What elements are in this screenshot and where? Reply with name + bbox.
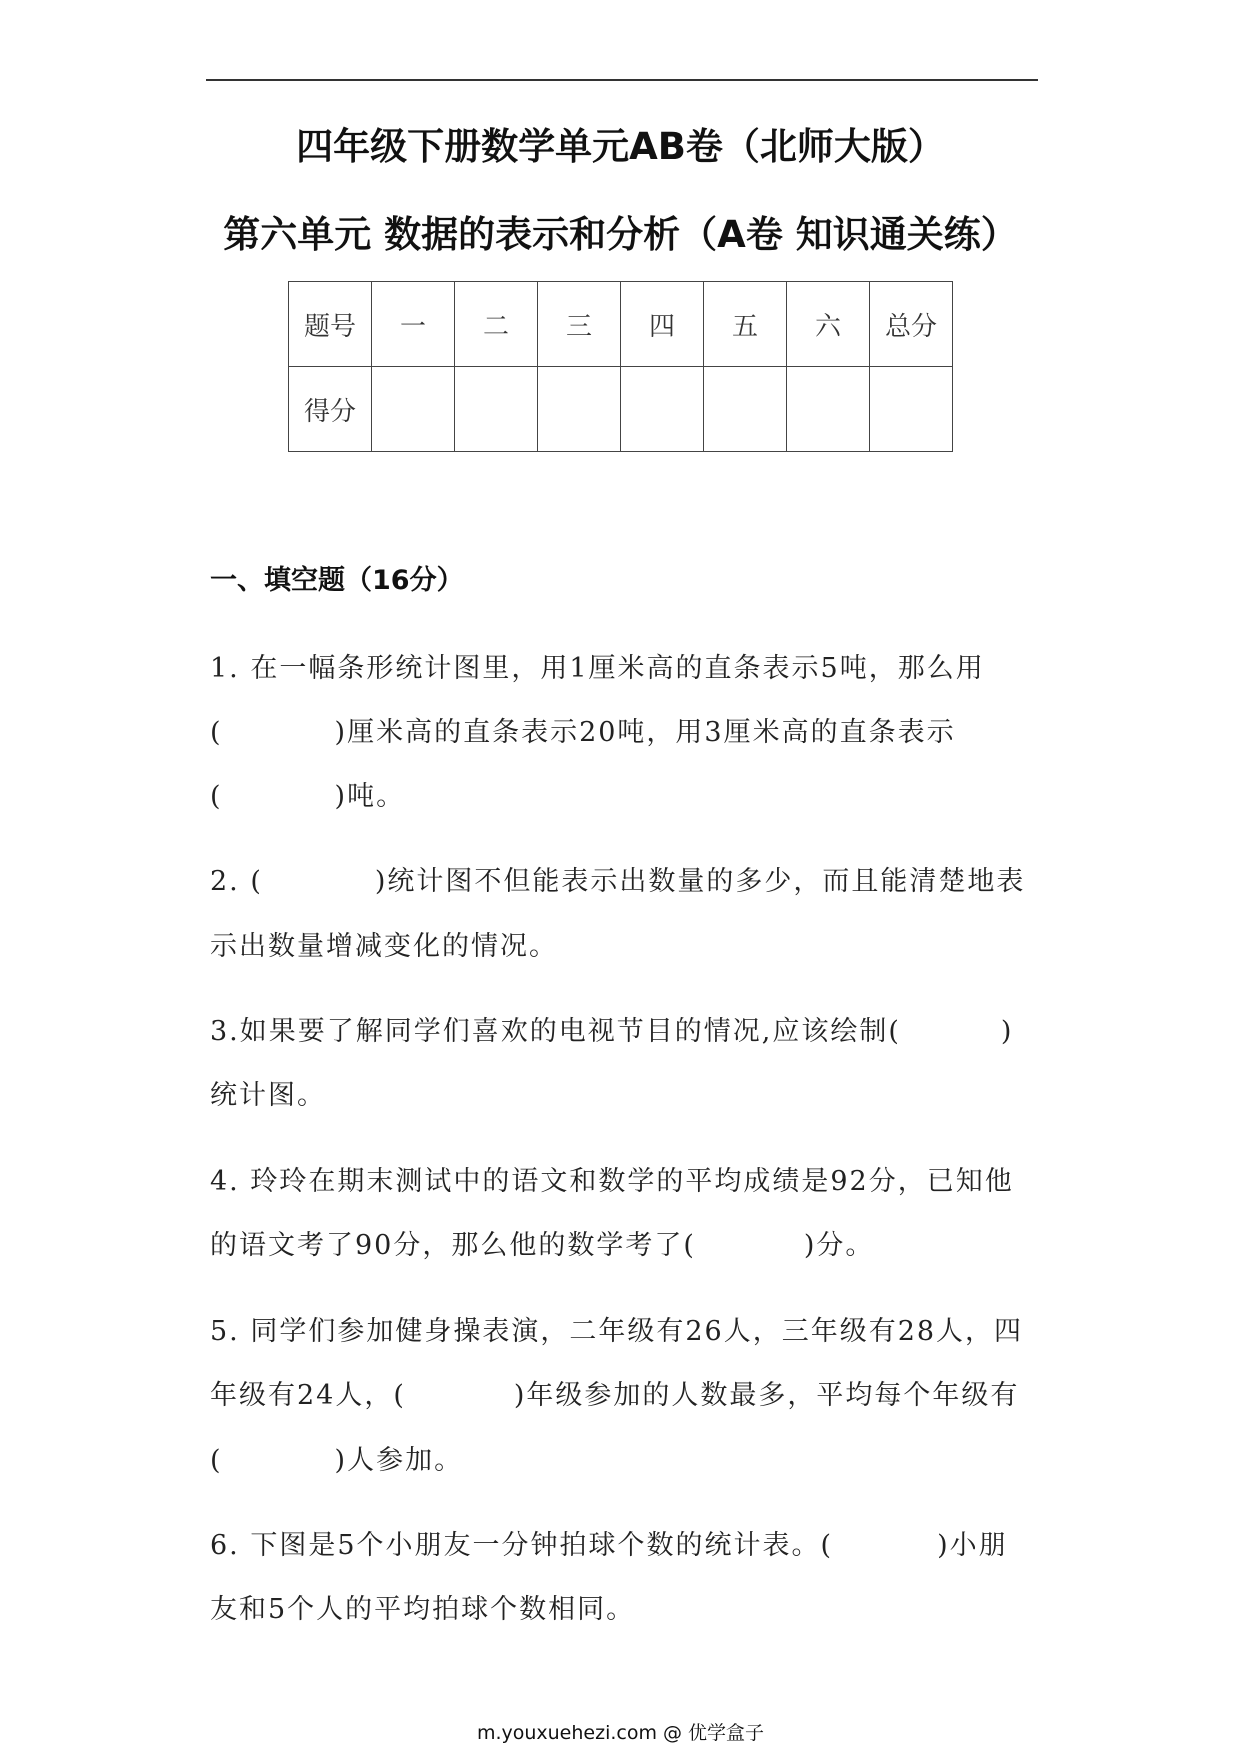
- score-table-score-label: 得分: [289, 367, 372, 452]
- score-cell: [870, 367, 953, 452]
- question-1-line-2: [210, 710, 956, 749]
- footer-watermark: m.youxuehezi.com @ 优学盒子: [476, 1722, 765, 1744]
- score-table-score-row: [289, 367, 953, 452]
- score-table-header-cell: 总分: [870, 282, 953, 367]
- question-6-line-1: [210, 1523, 1008, 1562]
- question-2-line-1: [210, 859, 1025, 898]
- question-2-line-1-text: )统计图不但能表示出数量的多少，而且能清楚地表: [374, 866, 1026, 897]
- score-table-header-label: 题号: [289, 282, 372, 367]
- question-1-line-3-text: )吨。: [334, 781, 406, 812]
- question-6-line-1-text: 6. 下图是5个小朋友一分钟拍球个数的统计表。(: [210, 1530, 834, 1561]
- score-cell: [704, 367, 787, 452]
- blank-open-paren: (: [210, 717, 223, 748]
- question-5-line-3-text: )人参加。: [334, 1445, 464, 1476]
- question-2-number: 2. (: [210, 866, 263, 897]
- score-cell: [538, 367, 621, 452]
- score-cell: [455, 367, 538, 452]
- question-5-line-2-rest: )年级参加的人数最多，平均每个年级有: [513, 1380, 1020, 1411]
- score-table-header-cell: 二: [455, 282, 538, 367]
- question-5-line-3: [210, 1438, 463, 1477]
- page-subtitle: 第六单元 数据的表示和分析（A卷 知识通关练）: [223, 213, 1018, 256]
- question-4-line-2-text: 的语文考了90分，那么他的数学考了(: [210, 1230, 696, 1261]
- question-1-line-1: 1. 在一幅条形统计图里，用1厘米高的直条表示5吨，那么用: [210, 653, 985, 684]
- question-4-line-1: 4. 玲玲在期末测试中的语文和数学的平均成绩是92分，已知他: [210, 1166, 1014, 1197]
- header-rule: [206, 79, 1038, 81]
- blank-open-paren: (: [210, 1445, 223, 1476]
- blank-close-paren: ): [1000, 1016, 1014, 1047]
- question-4-line-2: [210, 1223, 874, 1262]
- question-3-line-1-text: 3.如果要了解同学们喜欢的电视节目的情况,应该绘制(: [210, 1016, 901, 1047]
- score-table-header-cell: 五: [704, 282, 787, 367]
- question-6-line-1-close: )小朋: [937, 1530, 1008, 1561]
- question-6-line-2: 友和5个人的平均拍球个数相同。: [210, 1594, 636, 1625]
- score-cell: [621, 367, 704, 452]
- score-table-header-row: [289, 282, 953, 367]
- question-1-line-3: [210, 774, 405, 813]
- question-1-line-2-text: )厘米高的直条表示20吨，用3厘米高的直条表示: [334, 717, 956, 748]
- blank-open-paren: (: [210, 781, 223, 812]
- score-table-header-cell: 四: [621, 282, 704, 367]
- score-table: [288, 281, 953, 452]
- question-3-line-2: 统计图。: [210, 1080, 326, 1111]
- score-cell: [787, 367, 870, 452]
- score-table-header-cell: 三: [538, 282, 621, 367]
- section-title: 一、填空题（16分）: [210, 565, 464, 596]
- question-5-line-2-text: 年级有24人，(: [210, 1380, 406, 1411]
- question-2-line-2: 示出数量增减变化的情况。: [210, 931, 558, 962]
- question-4-line-2-close: )分。: [803, 1230, 875, 1261]
- page-title: 四年级下册数学单元AB卷（北师大版）: [296, 125, 945, 168]
- question-3-line-1: [210, 1009, 1013, 1048]
- question-5-line-1: 5. 同学们参加健身操表演，二年级有26人，三年级有28人，四: [210, 1316, 1024, 1347]
- score-table-header-cell: 六: [787, 282, 870, 367]
- score-cell: [372, 367, 455, 452]
- question-5-line-2: [210, 1373, 1019, 1412]
- score-table-header-cell: 一: [372, 282, 455, 367]
